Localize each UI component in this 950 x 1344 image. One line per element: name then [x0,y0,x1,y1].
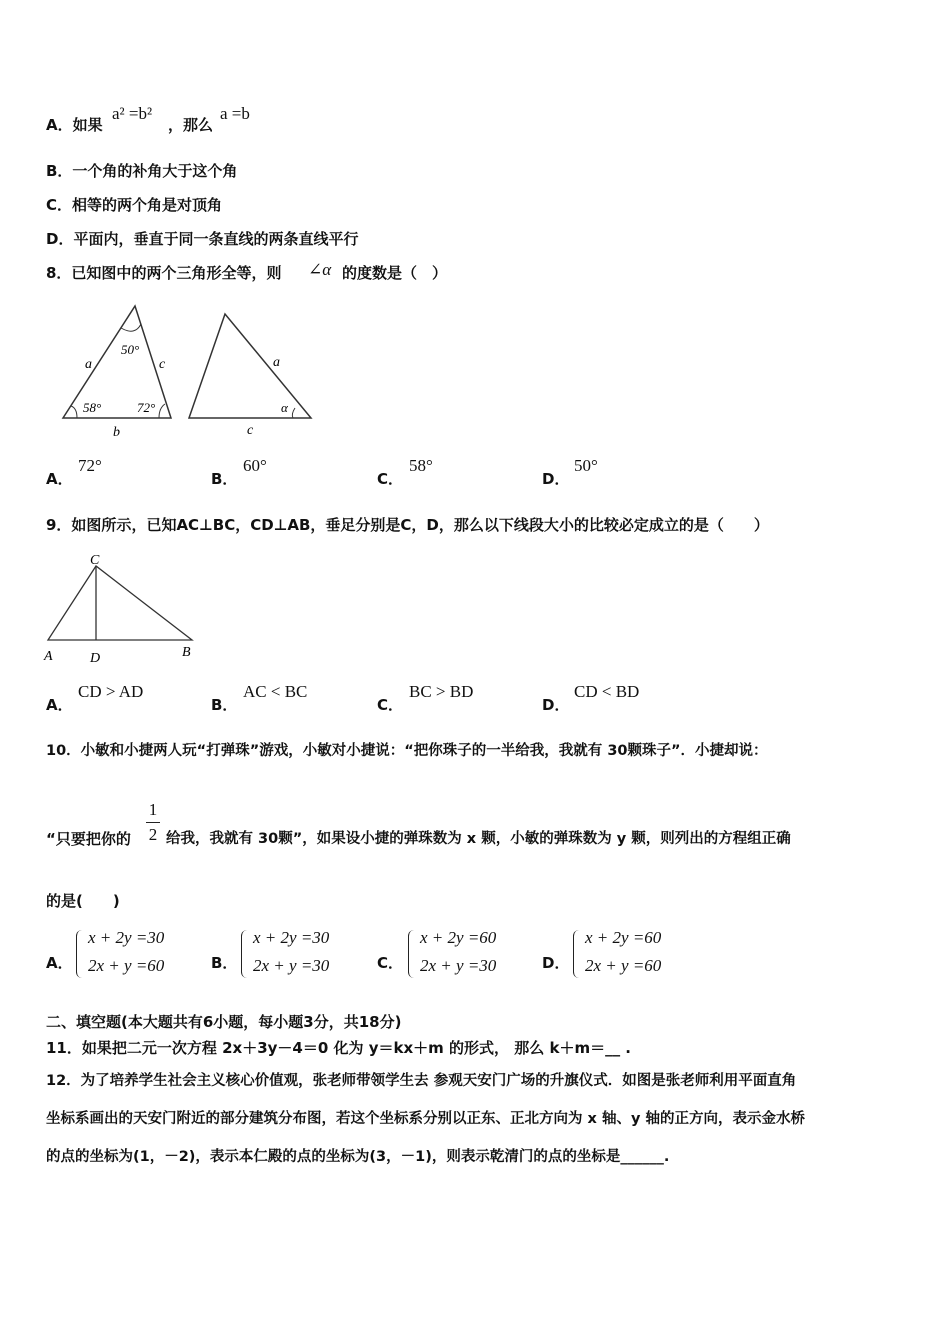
q8-stem-post: 的度数是（ ） [342,264,448,282]
q10-opt-a-eq2: 2x + y =60 [88,956,165,975]
q8-fig-t2-side-c: c [247,423,254,438]
q12-line2: 坐标系画出的天安门附近的部分建筑分布图，若这个坐标系分别以正东、正北方向为 x 轴、y 轴的正方向，表示金水桥 [46,1111,805,1127]
q9-opt-a-value: CD > AD [78,682,144,701]
q7-option-d: D．平面内，垂直于同一条直线的两条直线平行 [46,230,359,248]
q9-opt-d-value: CD < BD [574,682,640,701]
q8-fig-t1-right-angle: 72° [137,400,156,415]
q10-opt-b-eq1: x + 2y =30 [253,928,330,947]
q9-fig-label-b: B [182,645,191,660]
q8-opt-b-label: B． [211,470,238,488]
q10-opt-d-eq2: 2x + y =60 [585,956,662,975]
q12-line3: 的点的坐标为(1，－2)，表示本仁殿的点的坐标为(3，－1)，则表示乾清门的点的坐标是______. [46,1149,670,1165]
q8-fig-t1-left-angle: 58° [83,400,102,415]
q9-opt-b-label: B． [211,696,238,714]
q9-fig-label-a: A [44,649,53,664]
q8-triangles-figure [55,300,320,440]
section2-title: 二、填空题(本大题共有6小题，每小题3分，共18分) [46,1013,402,1031]
q9-opt-d-label: D． [542,696,570,714]
q8-fig-t1-top-angle: 50° [121,342,140,357]
q8-fig-t2-angle: α [281,400,288,415]
q10-line1: 10．小敏和小捷两人玩“打弹珠”游戏，小敏对小捷说：“把你珠子的一半给我，我就有 30颗珠子”．小捷却说： [46,743,768,759]
q10-opt-c-label: C． [377,954,404,972]
q9-stem: 9．如图所示，已知AC⊥BC，CD⊥AB，垂足分别是C，D，那么以下线段大小的比较必定成立的是（ ） [46,516,769,534]
q8-opt-d-value: 50° [574,456,598,475]
q8-fig-t1-side-c: c [159,357,166,372]
q8-opt-a-value: 72° [78,456,102,475]
q7-option-a-label: A．如果 [46,116,103,134]
q9-fig-label-c: C [90,553,100,568]
q10-opt-b-label: B． [211,954,238,972]
q9-opt-a-label: A． [46,696,73,714]
q8-stem-pre: 8．已知图中的两个三角形全等，则 [46,264,282,282]
q8-opt-a-label: A． [46,470,73,488]
q8-fig-t1-side-a: a [85,357,92,372]
q9-triangle-figure [40,548,210,668]
q8-fig-t2-side-a: a [273,355,280,370]
q7-option-a-math1: a² =b² [112,104,153,123]
q10-opt-d-eq1: x + 2y =60 [585,928,662,947]
q8-opt-c-value: 58° [409,456,433,475]
q8-opt-d-label: D． [542,470,570,488]
q9-opt-c-value: BC > BD [409,682,474,701]
q10-opt-d-label: D． [542,954,570,972]
q9-opt-b-value: AC < BC [243,682,308,701]
q9-opt-c-label: C． [377,696,404,714]
q10-opt-a-eq1: x + 2y =30 [88,928,165,947]
q8-stem-math: ∠α [308,260,332,279]
q10-fraction-numerator: 1 [148,800,158,819]
q10-opt-c-eq2: 2x + y =30 [420,956,497,975]
q10-opt-a-label: A． [46,954,73,972]
q8-opt-c-label: C． [377,470,404,488]
q7-option-c: C．相等的两个角是对顶角 [46,196,223,214]
q10-fraction-denominator: 2 [148,825,158,844]
q9-fig-label-d: D [90,651,101,666]
q10-opt-c-eq1: x + 2y =60 [420,928,497,947]
q8-opt-b-value: 60° [243,456,267,475]
q10-line2-post: 给我，我就有 30颗”，如果设小捷的弹珠数为 x 颗，小敏的弹珠数为 y 颗，则列出的方程组正确 [166,831,791,847]
q10-fraction [146,800,160,845]
q10-line3: 的是( ) [46,892,120,910]
q7-option-a-mid: ，那么 [168,116,214,134]
q7-option-b: B．一个角的补角大于这个角 [46,162,238,180]
q12-line1: 12．为了培养学生社会主义核心价值观，张老师带领学生去 参观天安门广场的升旗仪式．如图是张老师利用平面直角 [46,1073,797,1089]
q10-opt-b-eq2: 2x + y =30 [253,956,330,975]
q11-text: 11．如果把二元一次方程 2x＋3y－4＝0 化为 y＝kx＋m 的形式， 那么 k＋m＝__ . [46,1039,631,1057]
q8-fig-t1-side-b: b [113,425,120,440]
q7-option-a-math2: a =b [220,104,250,123]
q10-line2-pre: “只要把你的 [46,830,131,848]
